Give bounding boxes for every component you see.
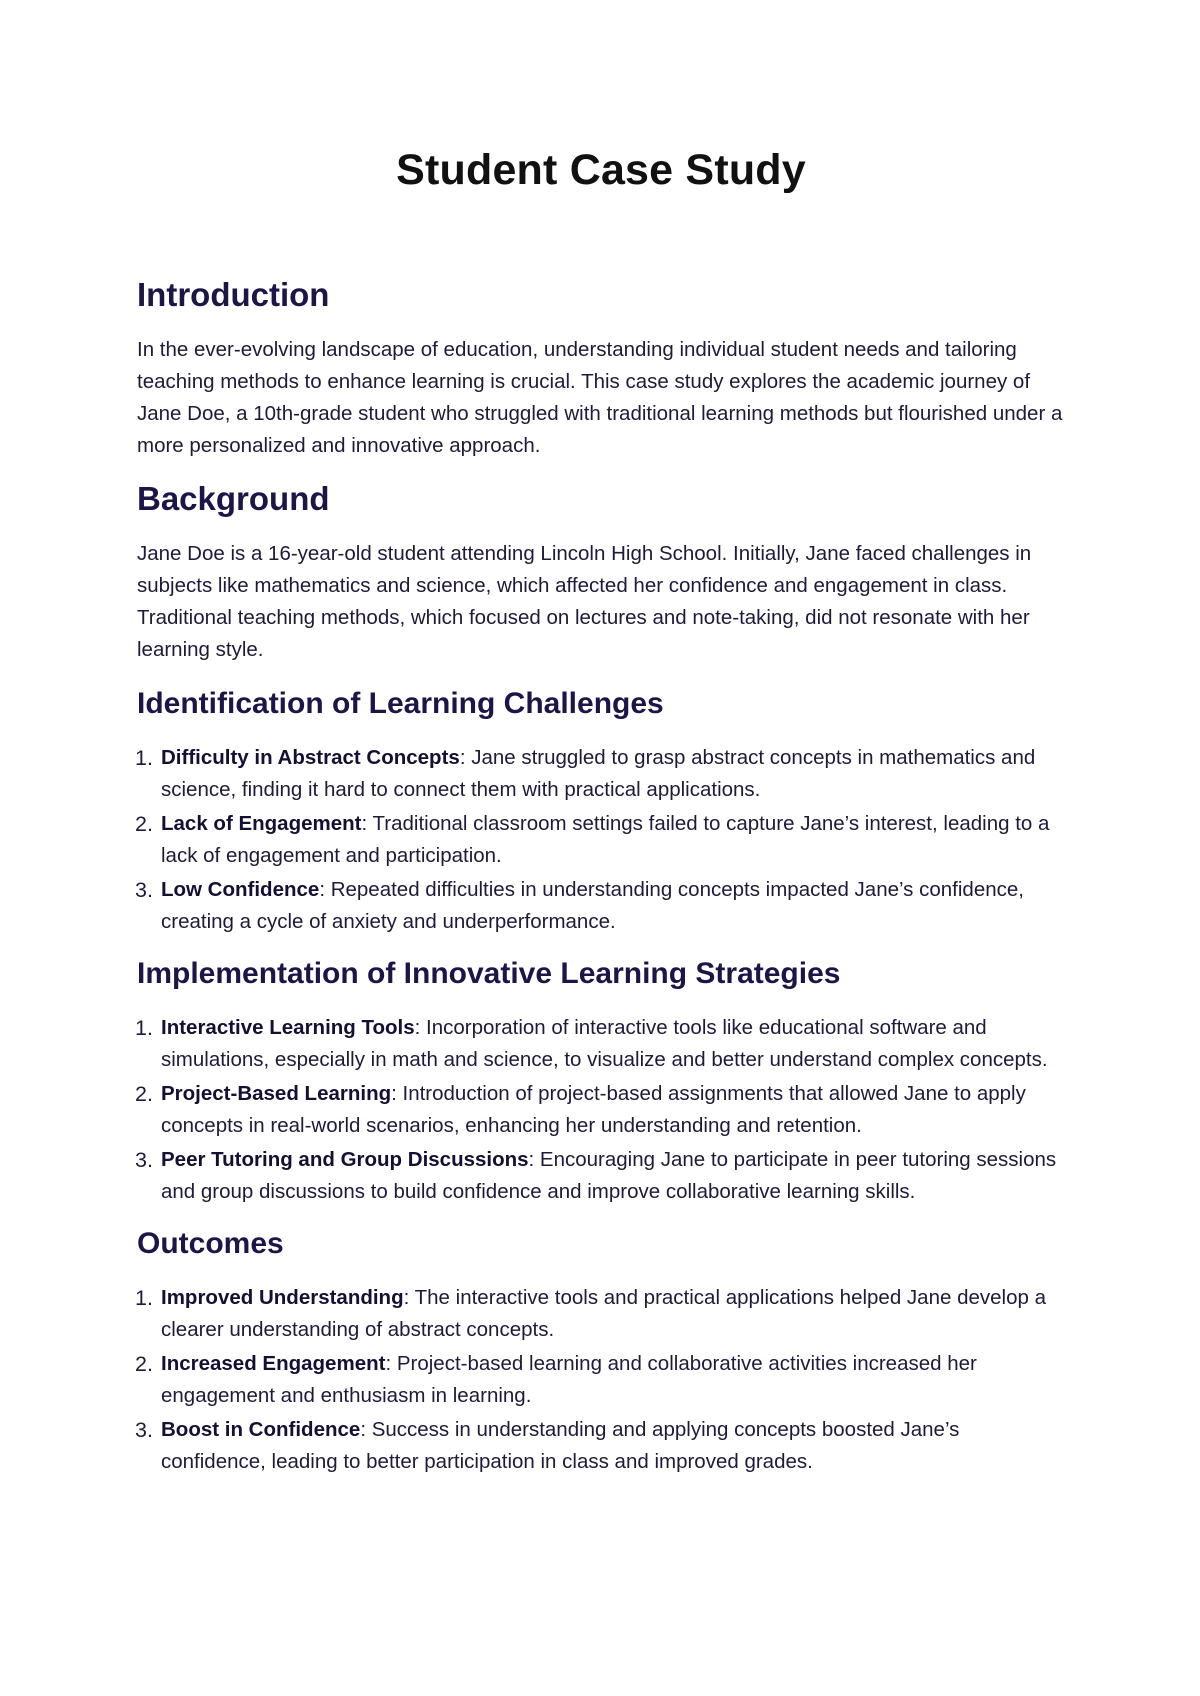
list-item xyxy=(137,874,1065,938)
list-number: 2. xyxy=(135,1352,153,1376)
introduction-heading: Introduction xyxy=(137,276,330,313)
list-item xyxy=(137,1078,1065,1142)
background-paragraph: Jane Doe is a 16-year-old student attending Lincoln High School. Initially, Jane faced challenges in subjects like mathematics and science, which affected her confidence and engagement in class. Traditional teaching methods, which focused on lectures and note-taking, did not resonate with her learning style. xyxy=(137,542,1032,661)
introduction-paragraph: In the ever-evolving landscape of education, understanding individual student needs and tailoring teaching methods to enhance learning is crucial. This case study explores the academic journey of Jane Doe, a 10th-grade student who struggled with traditional learning methods but flourished under a more personalized and innovative approach. xyxy=(137,338,1063,457)
list-number: 2. xyxy=(135,1082,153,1106)
list-number: 2. xyxy=(135,812,153,836)
item-text: : Success in understanding and applying concepts boosted Jane’s confidence, leading to better participation in class and improved grades. xyxy=(161,1418,960,1473)
item-term: Lack of Engagement xyxy=(161,812,362,835)
item-term: Difficulty in Abstract Concepts xyxy=(161,746,460,769)
item-term: Peer Tutoring and Group Discussions xyxy=(161,1148,529,1171)
item-text: : Repeated difficulties in understanding concepts impacted Jane’s confidence, creating a cycle of anxiety and underperformance. xyxy=(161,878,1024,933)
challenges-list xyxy=(137,742,1065,938)
list-item xyxy=(137,1348,1065,1412)
list-item xyxy=(137,1282,1065,1346)
item-text: : Traditional classroom settings failed to capture Jane’s interest, leading to a lack of engagement and participation. xyxy=(161,812,1050,867)
challenges-heading: Identification of Learning Challenges xyxy=(137,687,664,720)
item-text: : Introduction of project-based assignments that allowed Jane to apply concepts in real-world scenarios, enhancing her understanding and retention. xyxy=(161,1082,1026,1137)
item-term: Boost in Confidence xyxy=(161,1418,361,1441)
list-number: 3. xyxy=(135,1148,153,1172)
item-term: Project-Based Learning xyxy=(161,1082,392,1105)
item-text: : Jane struggled to grasp abstract concepts in mathematics and science, finding it hard to connect them with practical applications. xyxy=(161,746,1036,801)
strategies-heading: Implementation of Innovative Learning Strategies xyxy=(137,957,841,990)
list-number: 1. xyxy=(135,746,153,770)
outcomes-heading: Outcomes xyxy=(137,1227,284,1260)
item-term: Low Confidence xyxy=(161,878,320,901)
list-item xyxy=(137,742,1065,806)
list-item xyxy=(137,1414,1065,1478)
list-number: 1. xyxy=(135,1016,153,1040)
item-text: : The interactive tools and practical applications helped Jane develop a clearer understanding of abstract concepts. xyxy=(161,1286,1046,1341)
list-number: 3. xyxy=(135,878,153,902)
list-item xyxy=(137,1012,1065,1076)
document-title: Student Case Study xyxy=(396,146,806,194)
item-term: Interactive Learning Tools xyxy=(161,1016,415,1039)
outcomes-list xyxy=(137,1282,1065,1478)
item-term: Improved Understanding xyxy=(161,1286,404,1309)
background-heading: Background xyxy=(137,480,330,517)
list-number: 1. xyxy=(135,1286,153,1310)
list-item xyxy=(137,1144,1065,1208)
list-item xyxy=(137,808,1065,872)
item-text: : Incorporation of interactive tools like educational software and simulations, especially in math and science, to visualize and better understand complex concepts. xyxy=(161,1016,1048,1071)
list-number: 3. xyxy=(135,1418,153,1442)
item-term: Increased Engagement xyxy=(161,1352,386,1375)
item-text: : Encouraging Jane to participate in peer tutoring sessions and group discussions to build confidence and improve collaborative learning skills. xyxy=(161,1148,1057,1203)
item-text: : Project-based learning and collaborative activities increased her engagement and enthusiasm in learning. xyxy=(161,1352,977,1407)
strategies-list xyxy=(137,1012,1065,1208)
